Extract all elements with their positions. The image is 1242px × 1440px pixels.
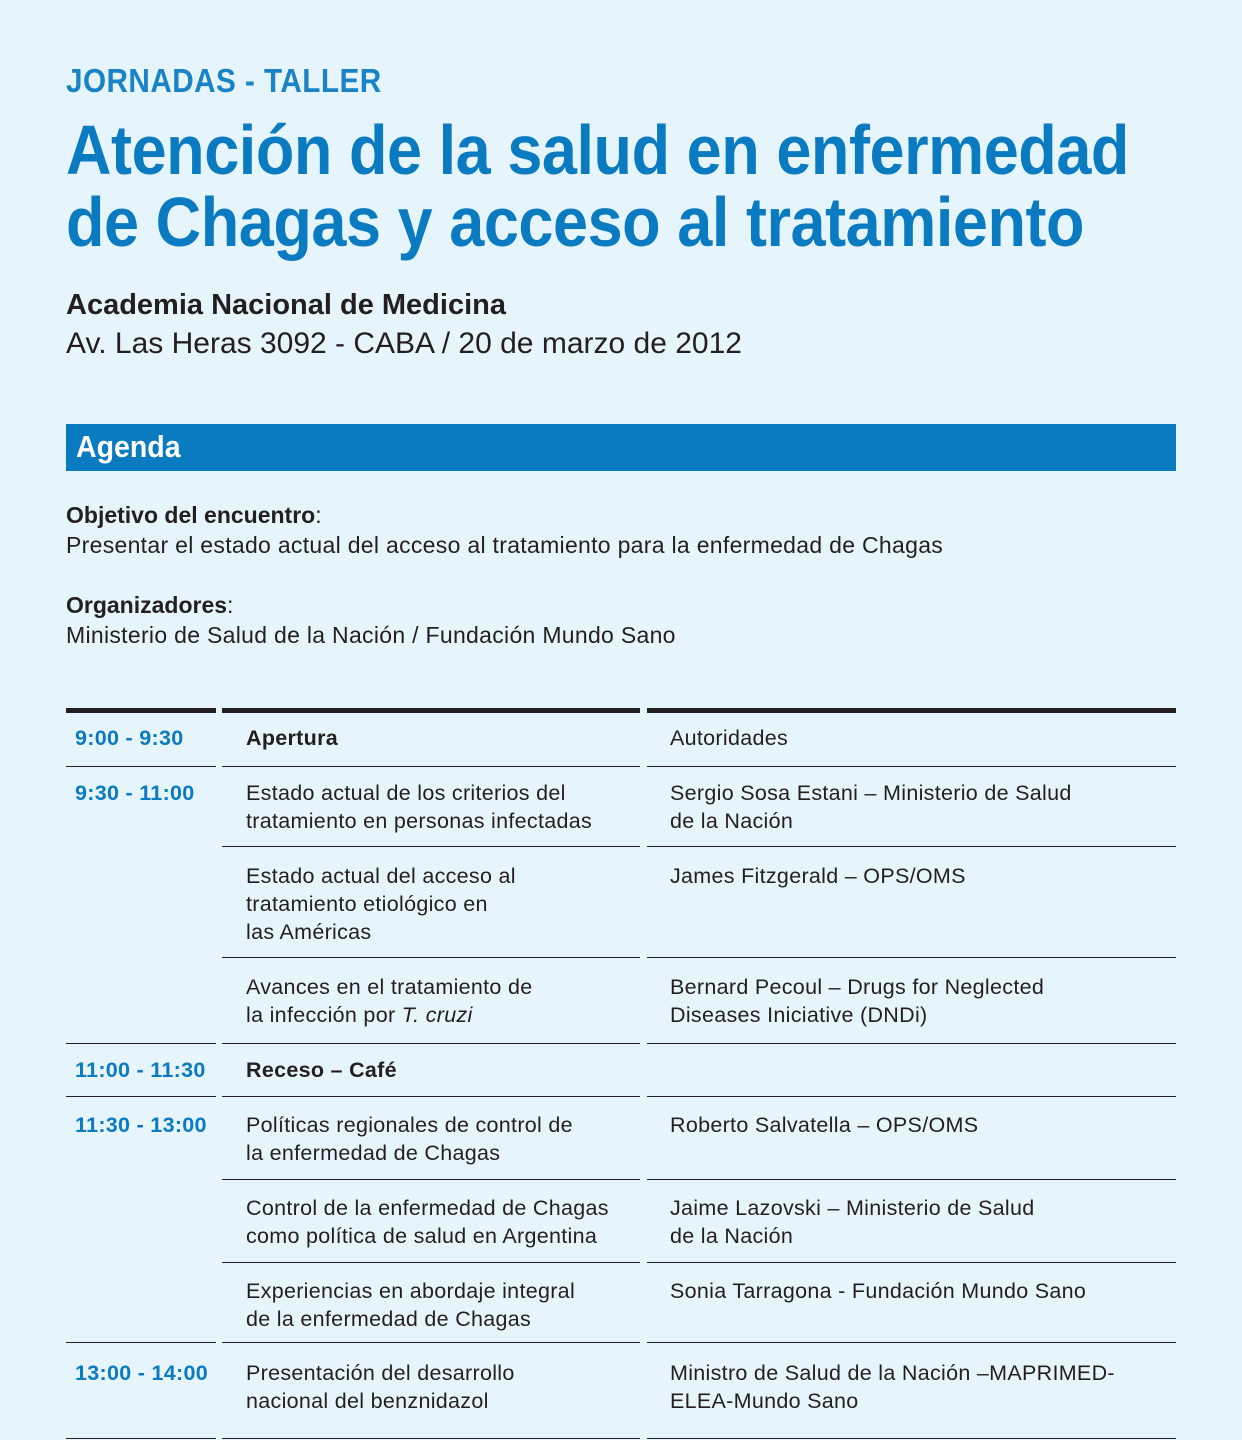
activity-title: Avances en el tratamiento de la infección por T. cruzi — [246, 975, 533, 1027]
venue-address: Av. Las Heras 3092 - CABA / 20 de marzo de 2012 — [66, 327, 742, 360]
row-divider — [647, 1096, 1176, 1097]
agenda-heading: Agenda — [76, 429, 181, 464]
row-divider — [222, 1096, 640, 1097]
row-divider — [222, 1043, 640, 1044]
title-line-2: de Chagas y acceso al tratamiento — [66, 183, 1085, 261]
speaker: Bernard Pecoul – Drugs for Neglected Diseases Iniciative (DNDi) — [670, 975, 1045, 1027]
row-divider — [647, 1179, 1176, 1180]
organizers-label: Organizadores: — [66, 592, 234, 618]
organizers-text: Ministerio de Salud de la Nación / Fundación Mundo Sano — [66, 622, 676, 648]
row-divider — [647, 1342, 1176, 1343]
page-title — [66, 111, 1146, 261]
agenda-heading-bar — [66, 424, 1176, 471]
speaker: Sergio Sosa Estani – Ministerio de Salud de la Nación — [670, 781, 1072, 833]
speaker: Autoridades — [670, 726, 789, 750]
row-divider — [222, 846, 640, 847]
venue-name: Academia Nacional de Medicina — [66, 289, 506, 321]
activity-title: Políticas regionales de control de la enfermedad de Chagas — [246, 1113, 573, 1165]
table-top-rule — [66, 708, 216, 713]
row-divider — [647, 766, 1176, 767]
activity-title: Experiencias en abordaje integral de la enfermedad de Chagas — [246, 1279, 576, 1331]
objective-label: Objetivo del encuentro: — [66, 502, 322, 528]
row-divider — [66, 766, 216, 767]
speaker: Roberto Salvatella – OPS/OMS — [670, 1113, 979, 1137]
row-divider — [222, 1438, 640, 1439]
row-divider — [647, 1043, 1176, 1044]
table-top-rule — [222, 708, 640, 713]
event-kicker: JORNADAS - TALLER — [66, 62, 382, 99]
row-divider — [222, 766, 640, 767]
row-divider — [66, 1342, 216, 1343]
speaker: Jaime Lazovski – Ministerio de Salud de la Nación — [670, 1196, 1035, 1248]
activity-title: Estado actual de los criterios del tratamiento en personas infectadas — [246, 781, 593, 833]
row-divider — [222, 1262, 640, 1263]
row-divider — [647, 846, 1176, 847]
row-divider — [647, 1438, 1176, 1439]
row-divider — [647, 1262, 1176, 1263]
activity-title: Receso – Café — [246, 1058, 397, 1082]
activity-title: Apertura — [246, 726, 339, 750]
activity-title: Control de la enfermedad de Chagas como política de salud en Argentina — [246, 1196, 609, 1248]
row-divider — [66, 1438, 216, 1439]
speaker: Ministro de Salud de la Nación –MAPRIMED- ELEA-Mundo Sano — [670, 1361, 1115, 1413]
time-slot: 11:00 - 11:30 — [75, 1058, 206, 1082]
row-divider — [66, 1096, 216, 1097]
row-divider — [222, 957, 640, 958]
time-slot: 9:30 - 11:00 — [75, 781, 195, 805]
time-slot: 11:30 - 13:00 — [75, 1113, 207, 1137]
time-slot: 9:00 - 9:30 — [75, 726, 184, 750]
activity-title: Estado actual del acceso al tratamiento etiológico en las Américas — [246, 864, 516, 944]
title-line-1: Atención de la salud en enfermedad — [66, 111, 1129, 189]
speaker: James Fitzgerald – OPS/OMS — [670, 864, 966, 888]
row-divider — [222, 1342, 640, 1343]
time-slot: 13:00 - 14:00 — [75, 1361, 208, 1385]
row-divider — [66, 1043, 216, 1044]
row-divider — [222, 1179, 640, 1180]
table-top-rule — [647, 708, 1176, 713]
speaker: Sonia Tarragona - Fundación Mundo Sano — [670, 1279, 1087, 1303]
activity-title: Presentación del desarrollo nacional del benznidazol — [246, 1361, 515, 1413]
objective-text: Presentar el estado actual del acceso al tratamiento para la enfermedad de Chagas — [66, 532, 944, 558]
row-divider — [647, 957, 1176, 958]
